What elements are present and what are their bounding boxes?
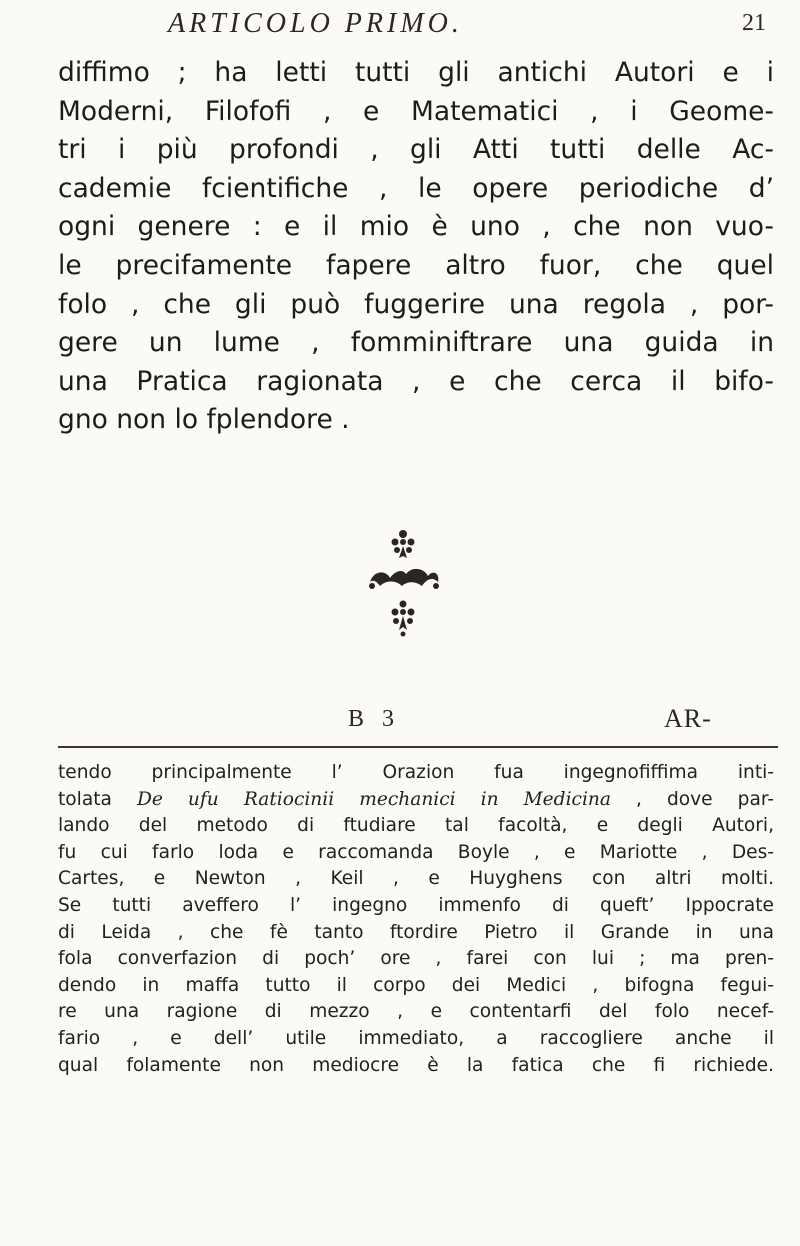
- footnote-line: qual folamente non mediocre è la fatica che fi richiede.: [58, 1054, 774, 1076]
- text-line: folo , che gli può fuggerire una regola , por-: [58, 288, 774, 320]
- footnote-block: [58, 760, 774, 1079]
- signature-mark: B 3: [348, 706, 401, 732]
- footnote-line: di Leida , che fè tanto ftordire Pietro il Grande in una: [58, 921, 774, 943]
- footnote-line: Cartes, e Newton , Keil , e Huyghens con altri molti.: [58, 868, 774, 890]
- footnote-line: Se tutti aveffero l’ ingegno immenfo di queft’ Ippocrate: [58, 894, 774, 916]
- page-number: 21: [742, 10, 766, 36]
- footnote-divider: [58, 746, 778, 748]
- footnote-line: re una ragione di mezzo , e contentarfi del folo necef-: [58, 1001, 774, 1023]
- footnote-text: , dove par-: [610, 788, 774, 810]
- footnote-line: fario , e dell’ utile immediato, a raccogliere anche il: [58, 1027, 774, 1049]
- footnote-line: [58, 787, 774, 814]
- main-text-block: [58, 54, 774, 440]
- footnote-line: dendo in maffa tutto il corpo dei Medici , bifogna fegui-: [58, 974, 774, 996]
- work-title: De ufu Ratiocinii mechanici in Medicina: [136, 788, 611, 810]
- printers-ornament-icon: [318, 520, 488, 650]
- footnote-text: tolata: [58, 788, 137, 810]
- text-line: Moderni, Filofofi , e Matematici , i Geome-: [58, 95, 774, 127]
- text-line: una Pratica ragionata , e che cerca il bifo-: [58, 365, 774, 397]
- catchword: AR-: [664, 704, 712, 733]
- footnote-line: fu cui farlo loda e raccomanda Boyle , e Mariotte , Des-: [58, 841, 774, 863]
- footnote-line: fola converfazion di poch’ ore , farei con lui ; ma pren-: [58, 948, 774, 970]
- text-line: cademie fcientifiche , le opere periodiche d’: [58, 172, 774, 204]
- text-line: tri i più profondi , gli Atti tutti delle Ac-: [58, 134, 774, 166]
- text-line: le precifamente fapere altro fuor, che quel: [58, 249, 774, 281]
- text-line: ogni genere : e il mio è uno , che non vuo-: [58, 211, 774, 243]
- text-line: gno non lo fplendore .: [58, 404, 350, 436]
- text-line: diffimo ; ha letti tutti gli antichi Autori e i: [58, 57, 774, 88]
- footnote-line: lando del metodo di ftudiare tal facoltà, e degli Autori,: [58, 815, 774, 837]
- running-head-title: ARTICOLO PRIMO.: [168, 8, 463, 39]
- text-line: gere un lume , fomminiftrare una guida in: [58, 327, 774, 359]
- footnote-line: tendo principalmente l’ Orazion fua ingegnofiffima inti-: [58, 762, 774, 783]
